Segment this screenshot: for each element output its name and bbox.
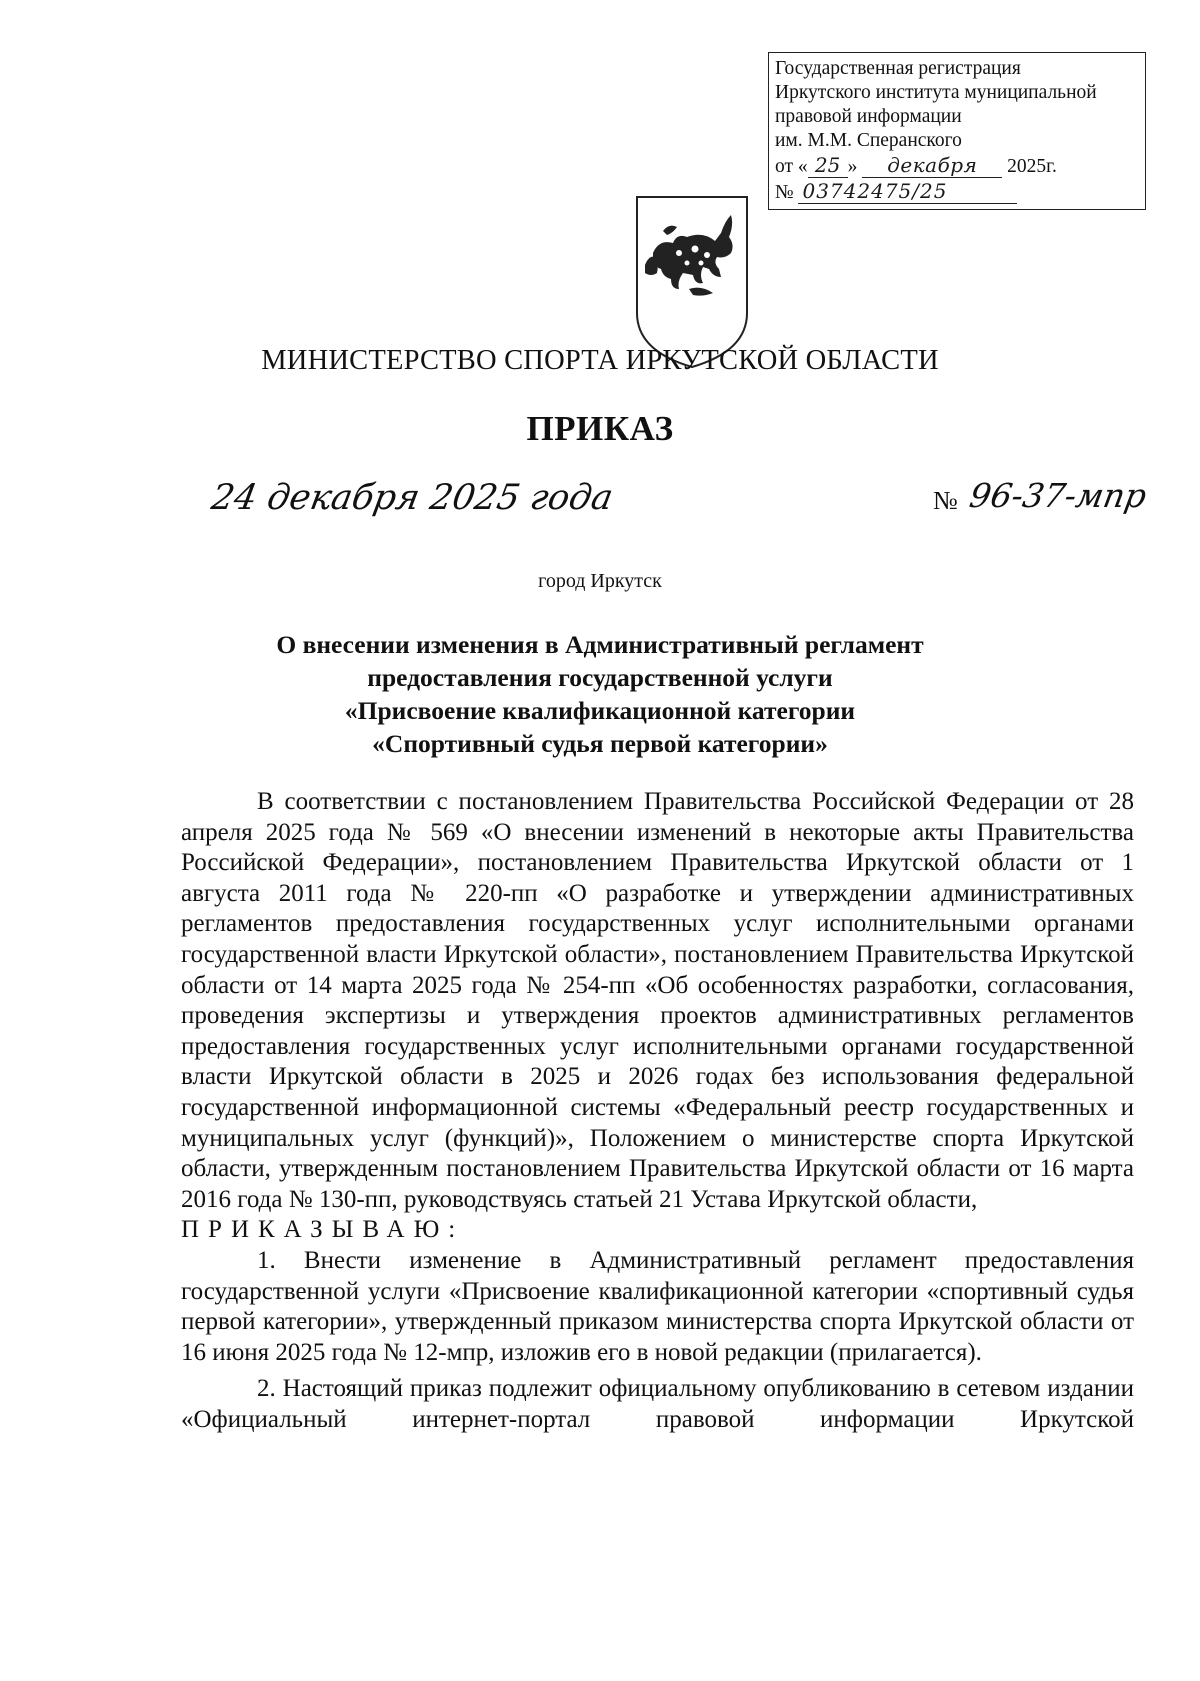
stamp-date-year: 2025г. bbox=[1007, 156, 1057, 177]
stamp-date-day: 25 bbox=[808, 153, 848, 178]
document-body bbox=[181, 787, 1134, 1435]
ministry-name: МИНИСТЕРСТВО СПОРТА ИРКУТСКОЙ ОБЛАСТИ bbox=[261, 345, 939, 376]
order-number-label: № bbox=[933, 486, 958, 515]
order-item-1: 1. Внести изменение в Административный регламент предоставления государственной услуги «Присвоение квалификационной категории «спортивный судья первой категории», утвержденный приказом министерства спорта Иркутской области от 16 июня 2025 года № 12-мпр, изложив его в новой редакции (прилагается). bbox=[181, 1246, 1134, 1366]
stamp-number-line bbox=[775, 179, 1139, 205]
stamp-number-prefix: № bbox=[775, 182, 794, 203]
order-word: ПРИКАЗЫВАЮ: bbox=[181, 1216, 465, 1244]
stamp-line-4: им. М.М. Сперанского bbox=[775, 130, 962, 151]
city: город Иркутск bbox=[538, 570, 662, 592]
document-type: ПРИКАЗ bbox=[526, 409, 674, 448]
preamble-paragraph: В соответствии с постановлением Правительства Российской Федерации от 28 апреля 2025 года № 569 «О внесении изменений в некоторые акты Правительства Российской Федерации», постановлением Правительства Иркутской области от 1 августа 2011 года № 220-пп «О разработке и утверждении административных регламентов предоставления государственных услуг исполнительными органами государственной власти Иркутской области», постановлением Правительства Иркутской области от 14 марта 2025 года № 254-пп «Об особенностях разработки, согласования, проведения экспертизы и утверждения проектов административных регламентов предоставления государственных услуг исполнительными органами государственной власти Иркутской области в 2025 и 2026 годах без использования федеральной государственной информационной системы «Федеральный реестр государственных и муниципальных услуг (функций)», Положением о министерстве спорта Иркутской области, утвержденным постановлением Правительства Иркутской области от 16 марта 2016 года № 130-пп, руководствуясь статьей 21 Устава Иркутской области, bbox=[181, 788, 1134, 1213]
stamp-line-3: правовой информации bbox=[775, 106, 962, 127]
stamp-date-mid: » bbox=[847, 156, 858, 177]
order-date-handwritten: 24 декабря 2025 года bbox=[208, 478, 616, 518]
document-title bbox=[0, 628, 1200, 760]
order-item-2: 2. Настоящий приказ подлежит официальному опубликованию в сетевом издании «Официальный интернет-портал правовой информации Иркутской bbox=[181, 1375, 1134, 1433]
stamp-date-line bbox=[775, 153, 1139, 179]
stamp-line-2: Иркутского института муниципальной bbox=[775, 82, 1097, 103]
order-number-handwritten: 96-37-мпр bbox=[966, 476, 1150, 515]
title-line-2: предоставления государственной услуги bbox=[367, 663, 833, 692]
title-line-1: О внесении изменения в Административный регламент bbox=[276, 630, 924, 659]
stamp-date-month: декабря bbox=[862, 153, 1002, 178]
registration-stamp bbox=[768, 52, 1146, 210]
stamp-line-1: Государственная регистрация bbox=[775, 58, 1021, 79]
title-line-3: «Присвоение квалификационной категории bbox=[344, 696, 856, 725]
title-line-4: «Спортивный судья первой категории» bbox=[372, 729, 828, 758]
stamp-date-prefix: от « bbox=[775, 156, 808, 177]
stamp-number-value: 03742475/25 bbox=[798, 179, 1017, 204]
